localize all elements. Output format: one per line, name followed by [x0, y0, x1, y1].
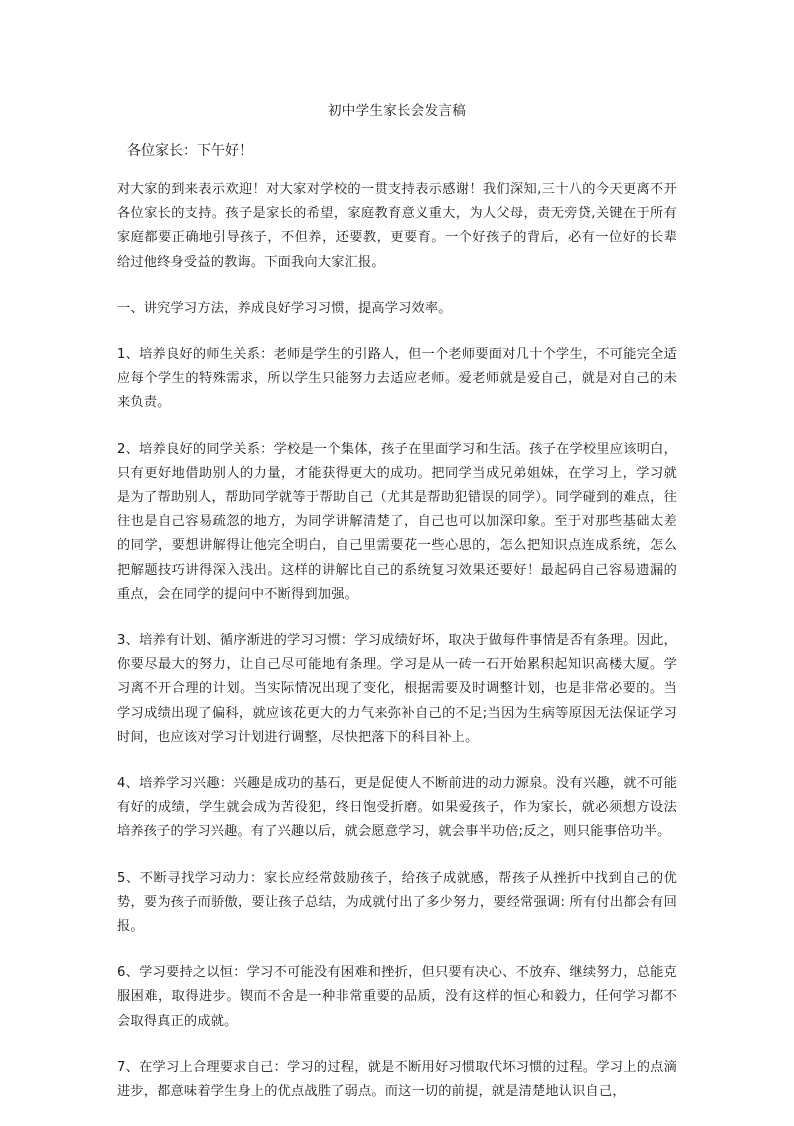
- paragraph-item-7: 7、在学习上合理要求自己：学习的过程，就是不断用好习惯取代坏习惯的过程。学习上的点滴进步，都意味着学生身上的优点战胜了弱点。而这一切的前提，就是清楚地认识自己，: [117, 1059, 677, 1100]
- paragraph-item-1: 1、培养良好的师生关系：老师是学生的引路人，但一个老师要面对几十个学生，不可能完全适应每个学生的特殊需求，所以学生只能努力去适应老师。爱老师就是爱自己，就是对自己的未来负责。: [117, 347, 677, 411]
- salutation: 各位家长：下午好！: [127, 143, 253, 159]
- paragraph-item-4: 4、培养学习兴趣：兴趣是成功的基石，更是促使人不断前进的动力源泉。没有兴趣，就不可能有好的成绩，学生就会成为苦役犯，终日饱受折磨。如果爱孩子，作为家长，就必须想方设法培养孩子的学习兴趣。有了兴趣以后，就会愿意学习，就会事半功倍;反之，则只能事倍功半。: [117, 776, 677, 840]
- paragraph-item-5: 5、不断寻找学习动力：家长应经常鼓励孩子，给孩子成就感，帮孩子从挫折中找到自己的优势，要为孩子而骄傲，要让孩子总结，为成就付出了多少努力，要经常强调: 所有付出都会有回报。: [117, 870, 677, 935]
- paragraph-item-2: 2、培养良好的同学关系：学校是一个集体，孩子在里面学习和生活。孩子在学校里应该明白，只有更好地借助别人的力量，才能获得更大的成功。把同学当成兄弟姐妹，在学习上，学习就是为了帮助别人，帮助同学就等于帮助自己（尤其是帮助犯错误的同学）。同学碰到的难点，往往也是自己容易疏忽的地方，为同学讲解清楚了，自己也可以加深印象。至于对那些基础太差的同学，要想讲解得让他完全明白，自己里需要花一些心思的，怎么把知识点连成系统，怎么把解题技巧讲得深入浅出。这样的讲解比自己的系统复习效果还要好！最起码自己容易遗漏的重点，会在同学的提问中不断得到加强。: [117, 441, 677, 602]
- paragraph-item-3: 3、培养有计划、循序渐进的学习习惯：学习成绩好坏，取决于做每件事情是否有条理。因此，你要尽最大的努力，让自己尽可能地有条理。学习是从一砖一石开始累积起知识高楼大厦。学习离不开合理的计划。当实际情况出现了变化，根据需要及时调整计划，也是非常必要的。当学习成绩出现了偏科，就应该花更大的力气来弥补自己的不足;当因为生病等原因无法保证学习时间，也应该对学习计划进行调整，尽快把落下的科目补上。: [117, 633, 677, 745]
- page-title: 初中学生家长会发言稿: [328, 103, 466, 119]
- paragraph-intro: 对大家的到来表示欢迎！对大家对学校的一贯支持表示感谢！我们深知,三十八的今天更离不开各位家长的支持。孩子是家长的希望，家庭教育意义重大，为人父母，责无旁贷,关键在于所有家庭都要正确地引导孩子，不但养，还要教，更要育。一个好孩子的背后，必有一位好的长辈给过他终身受益的教诲。下面我向大家汇报。: [117, 182, 677, 270]
- section-heading: 一、讲究学习方法，养成良好学习习惯，提高学习效率。: [117, 300, 452, 316]
- paragraph-item-6: 6、学习要持之以恒：学习不可能没有困难和挫折，但只要有决心、不放弃、继续努力，总能克服困难，取得进步。锲而不舍是一种非常重要的品质，没有这样的恒心和毅力，任何学习都不会取得真正的成就。: [117, 965, 677, 1029]
- document-body: [117, 178, 677, 1126]
